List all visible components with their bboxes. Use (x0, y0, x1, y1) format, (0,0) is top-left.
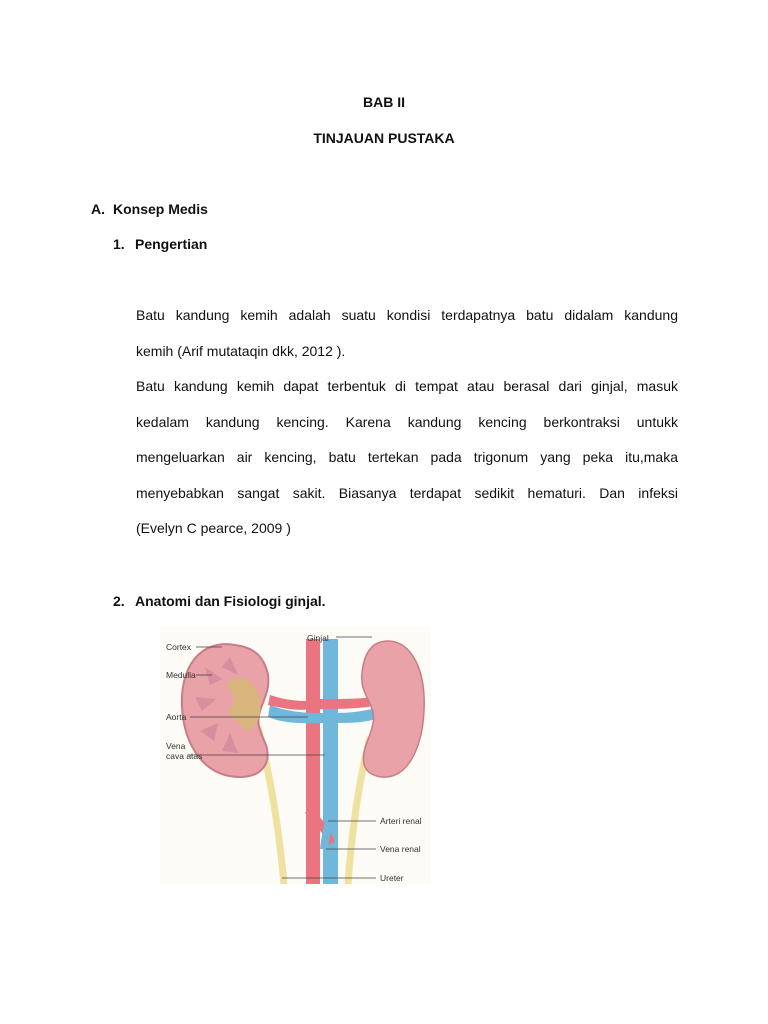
label-vena-renal: Vena renal (380, 844, 421, 854)
paragraph-line: Batu kandung kemih adalah suatu kondisi terdapatnya batu didalam kandung (136, 307, 678, 323)
chapter-number: BAB II (363, 94, 405, 110)
label-cortex: Cortex (166, 642, 192, 652)
paragraph-line: Batu kandung kemih dapat terbentuk di tempat atau berasal dari ginjal, masuk (136, 378, 678, 394)
label-vena-cava-line1: Vena (166, 741, 186, 751)
item-1-marker: 1. (113, 236, 125, 252)
paragraph-explanation (136, 369, 678, 547)
item-2-title: Anatomi dan Fisiologi ginjal. (135, 593, 326, 609)
item-1-heading (113, 236, 207, 252)
section-a-heading (91, 201, 208, 217)
chapter-title: TINJAUAN PUSTAKA (313, 130, 455, 146)
paragraph-line: menyebabkan sangat sakit. Biasanya terdapat sedikit hematuri. Dan infeksi (136, 484, 678, 501)
item-2-marker: 2. (113, 593, 125, 609)
aorta-vessel (306, 639, 320, 884)
paragraph-line: kemih (Arif mutataqin dkk, 2012 ). (136, 342, 346, 359)
label-medulla: Medulla (166, 670, 196, 680)
label-vena-cava-line2: cava atas (166, 751, 203, 761)
right-kidney (362, 641, 425, 777)
paragraph-line: kedalam kandung kencing. Karena kandung kencing berkontraksi untukk (136, 413, 678, 430)
section-a-title: Konsep Medis (113, 201, 208, 217)
paragraph-definition (136, 298, 678, 369)
section-a-marker: A. (91, 201, 105, 217)
kidney-anatomy-figure (160, 627, 431, 884)
label-ginjal: Ginjal (307, 633, 329, 643)
paragraph-line: mengeluarkan air kencing, batu tertekan pada trigonum yang peka itu,maka (136, 449, 678, 465)
paragraph-line: (Evelyn C pearce, 2009 ) (136, 520, 291, 536)
label-ureter: Ureter (380, 873, 404, 883)
item-2-heading (113, 593, 326, 609)
label-arteri-renal: Arteri renal (380, 816, 422, 826)
item-1-title: Pengertian (135, 236, 208, 252)
kidney-anatomy-illustration (160, 627, 431, 884)
label-aorta: Aorta (166, 712, 187, 722)
